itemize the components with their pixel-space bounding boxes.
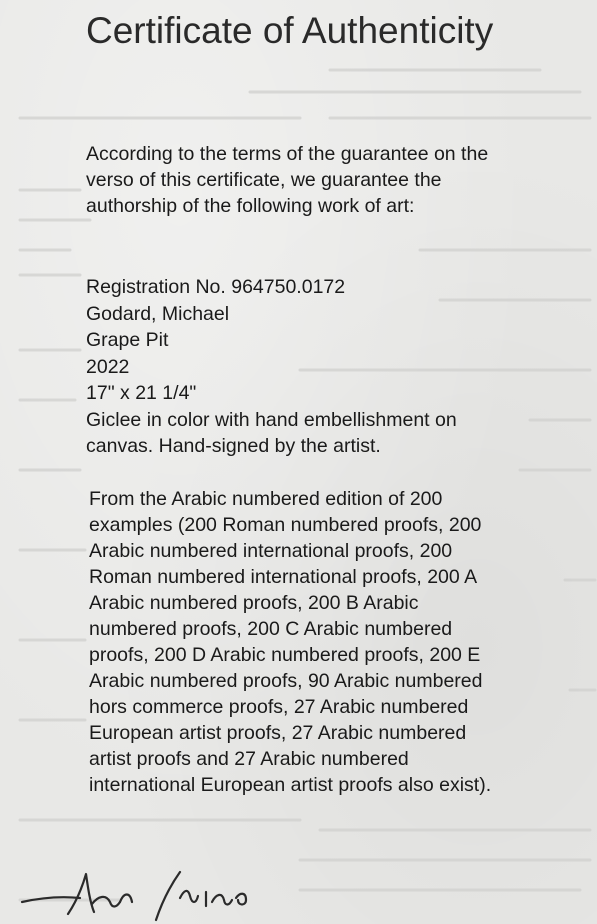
medium-line: Giclee in color with hand embellishment on: [86, 408, 457, 431]
edition-line: examples (200 Roman numbered proofs, 200: [89, 514, 482, 536]
intro-line: authorship of the following work of art:: [86, 195, 415, 217]
artwork-title: Grape Pit: [86, 329, 169, 351]
intro-line: verso of this certificate, we guarantee the: [86, 169, 442, 191]
edition-line: proofs, 200 D Arabic numbered proofs, 200 E: [89, 644, 481, 666]
edition-line: artist proofs and 27 Arabic numbered: [89, 748, 409, 770]
artist-name: Godard, Michael: [86, 302, 230, 325]
registration-number: Registration No. 964750.0172: [86, 276, 346, 298]
edition-line: Arabic numbered proofs, 200 B Arabic: [89, 592, 419, 614]
intro-line: According to the terms of the guarantee on the: [86, 143, 489, 165]
edition-statement: [89, 486, 491, 798]
artwork-year: 2022: [86, 355, 130, 378]
handwritten-signature: [20, 862, 280, 924]
edition-line: From the Arabic numbered edition of 200: [89, 488, 443, 510]
edition-line: international European artist proofs also exist).: [89, 774, 492, 796]
certificate-title: Certificate of Authenticity: [86, 10, 494, 51]
edition-line: hors commerce proofs, 27 Arabic numbered: [89, 696, 469, 718]
edition-line: European artist proofs, 27 Arabic numbered: [89, 722, 467, 744]
guarantee-statement: [86, 141, 488, 219]
artwork-dimensions: 17" x 21 1/4": [86, 382, 197, 404]
edition-line: Roman numbered international proofs, 200 A: [89, 566, 478, 588]
medium-line: canvas. Hand-signed by the artist.: [86, 435, 381, 457]
edition-line: Arabic numbered international proofs, 200: [89, 540, 453, 562]
artwork-details: [86, 274, 457, 460]
edition-line: Arabic numbered proofs, 90 Arabic numbered: [89, 670, 483, 692]
edition-line: numbered proofs, 200 C Arabic numbered: [89, 618, 453, 640]
